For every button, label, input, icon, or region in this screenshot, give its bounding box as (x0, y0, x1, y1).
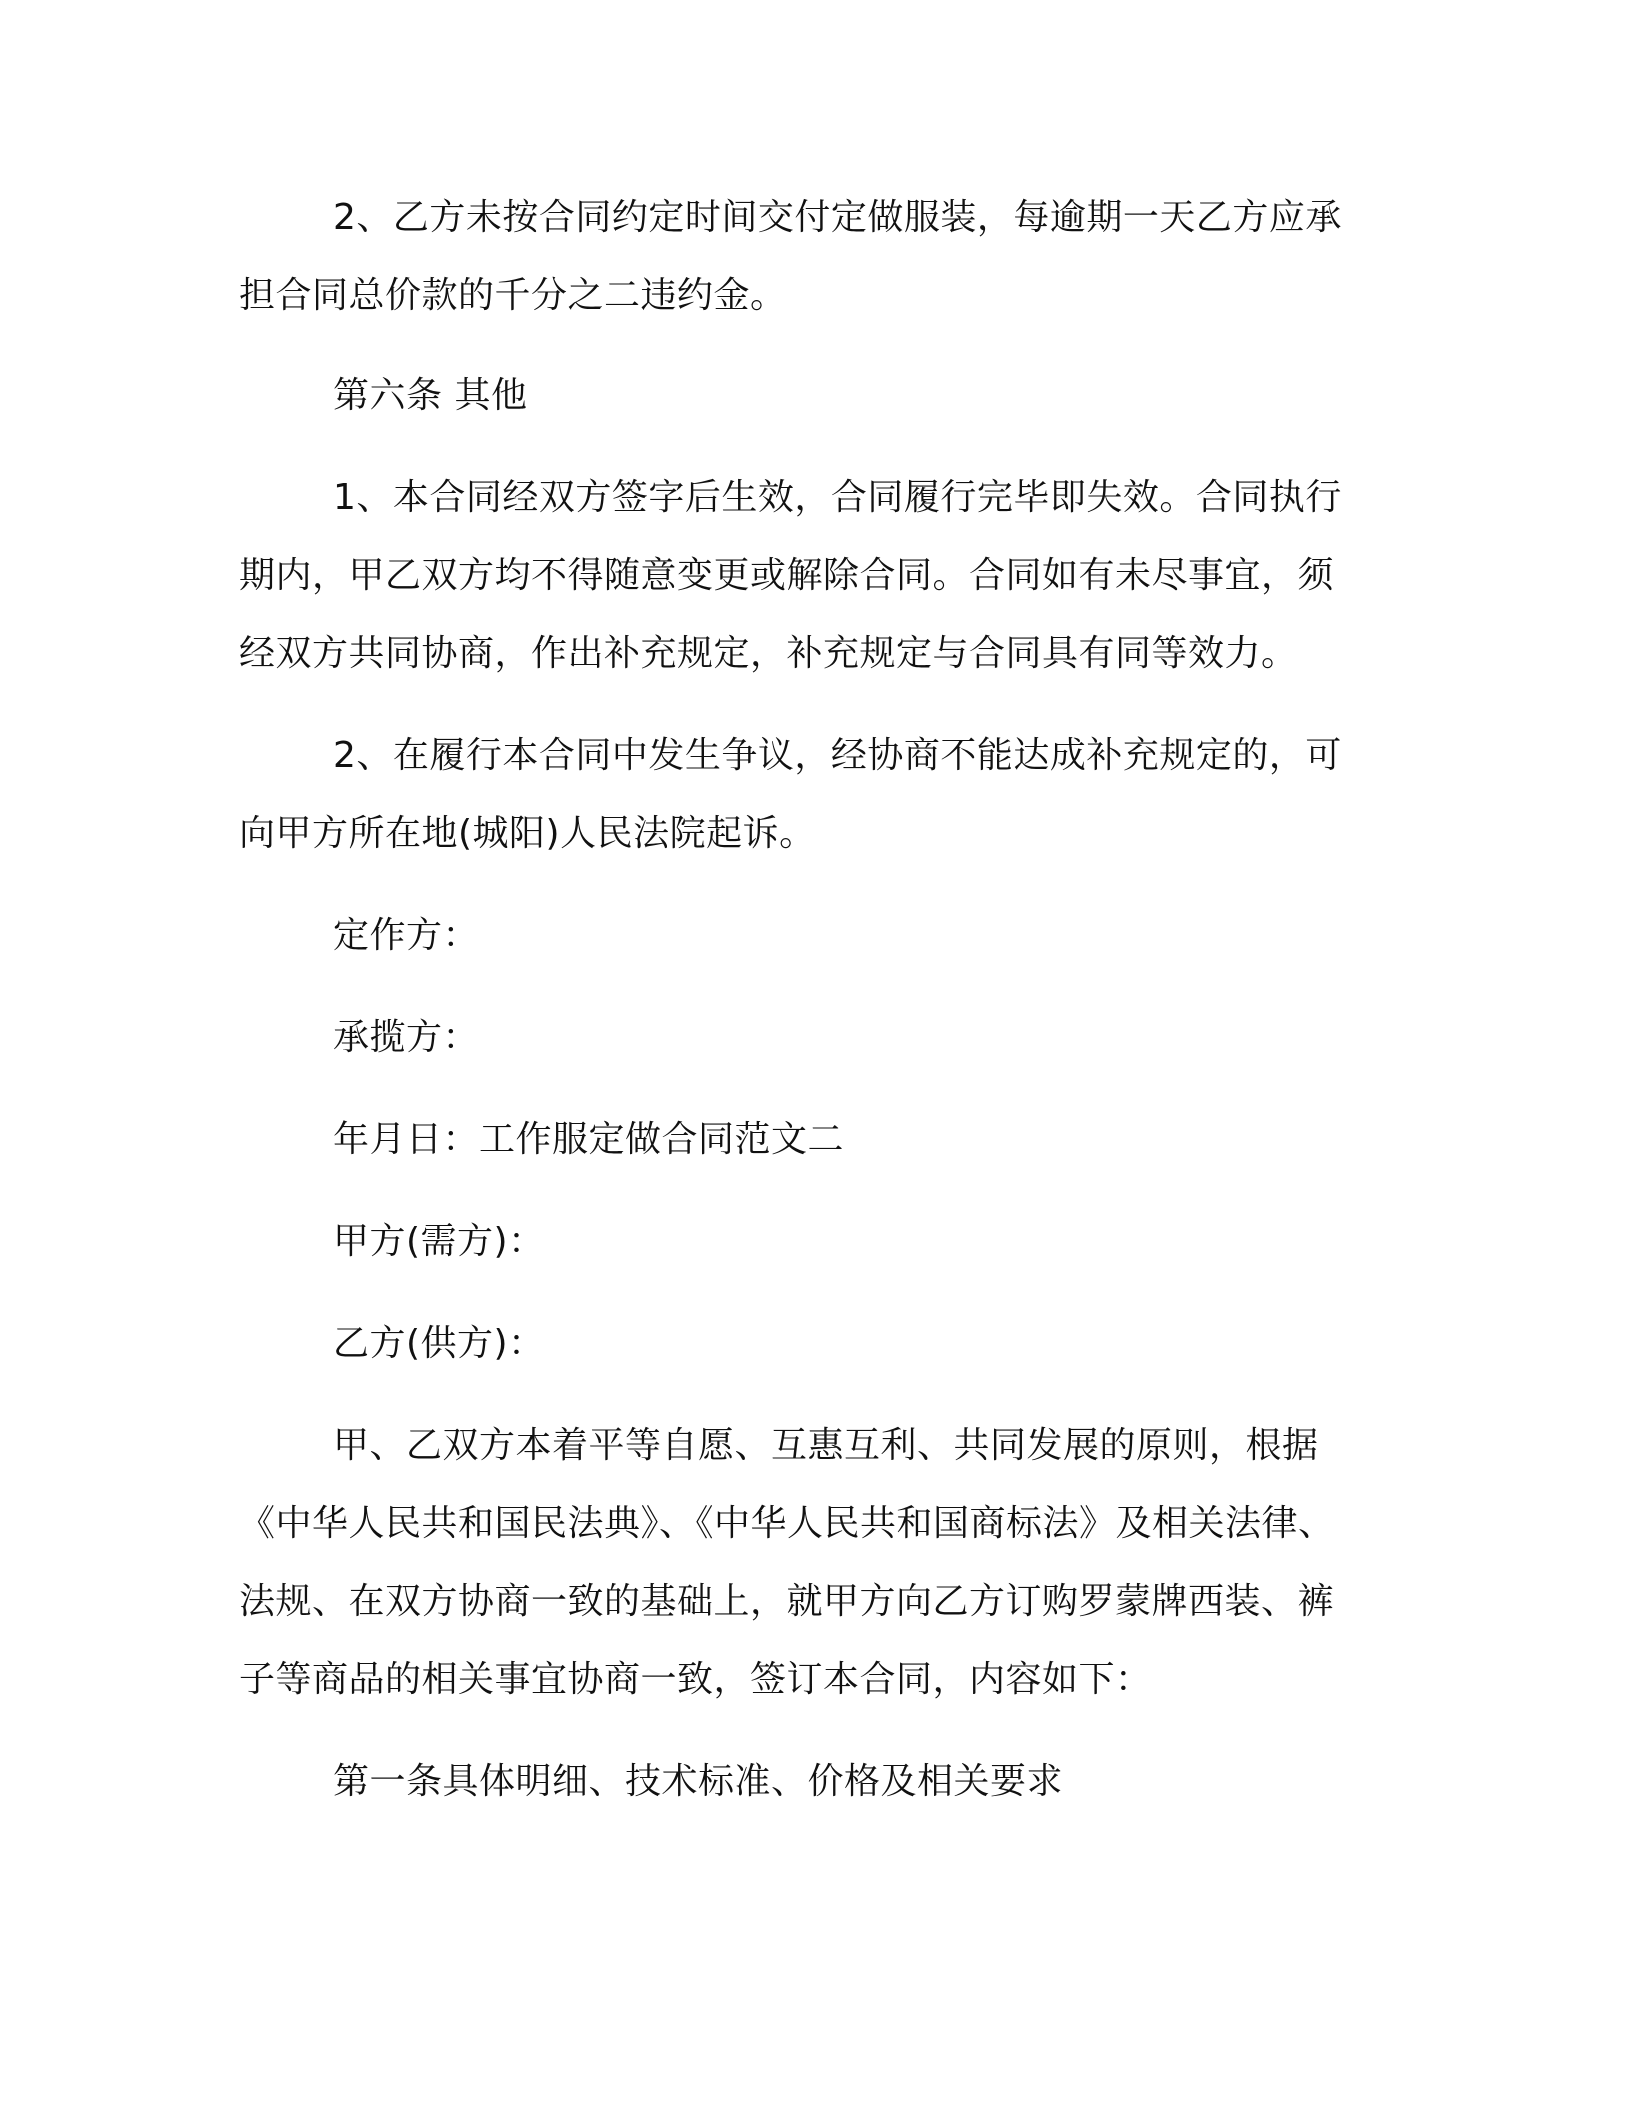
text-line: 经双方共同协商，作出补充规定，补充规定与合同具有同等效力。 (239, 633, 1298, 674)
text-line: 法规、在双方协商一致的基础上，就甲方向乙方订购罗蒙牌西装、裤 (239, 1581, 1335, 1622)
text-line: 《中华人民共和国民法典》、《中华人民共和国商标法》及相关法律、 (239, 1503, 1335, 1544)
text-line: 担合同总价款的千分之二违约金。 (239, 275, 787, 316)
party-label: 甲方(需方)： (333, 1221, 545, 1262)
text-line: 期内，甲乙双方均不得随意变更或解除合同。合同如有未尽事宜，须 (239, 555, 1335, 596)
text-line: 2、乙方未按合同约定时间交付定做服装，每逾期一天乙方应承 (333, 197, 1342, 238)
section-heading: 第一条具体明细、技术标准、价格及相关要求 (333, 1761, 1064, 1802)
text-line: 1、本合同经双方签字后生效，合同履行完毕即失效。合同执行 (333, 477, 1342, 518)
text-line: 子等商品的相关事宜协商一致，签订本合同，内容如下： (239, 1659, 1152, 1700)
signature-label: 承揽方： (333, 1017, 480, 1058)
signature-label: 定作方： (333, 915, 480, 956)
section-heading: 第六条 其他 (333, 375, 528, 416)
text-line: 2、在履行本合同中发生争议，经协商不能达成补充规定的，可 (333, 735, 1342, 776)
date-title-line: 年月日：工作服定做合同范文二 (333, 1119, 845, 1160)
text-line: 向甲方所在地(城阳)人民法院起诉。 (239, 813, 816, 854)
text-line: 甲、乙双方本着平等自愿、互惠互利、共同发展的原则，根据 (333, 1425, 1319, 1466)
party-label: 乙方(供方)： (333, 1323, 545, 1364)
